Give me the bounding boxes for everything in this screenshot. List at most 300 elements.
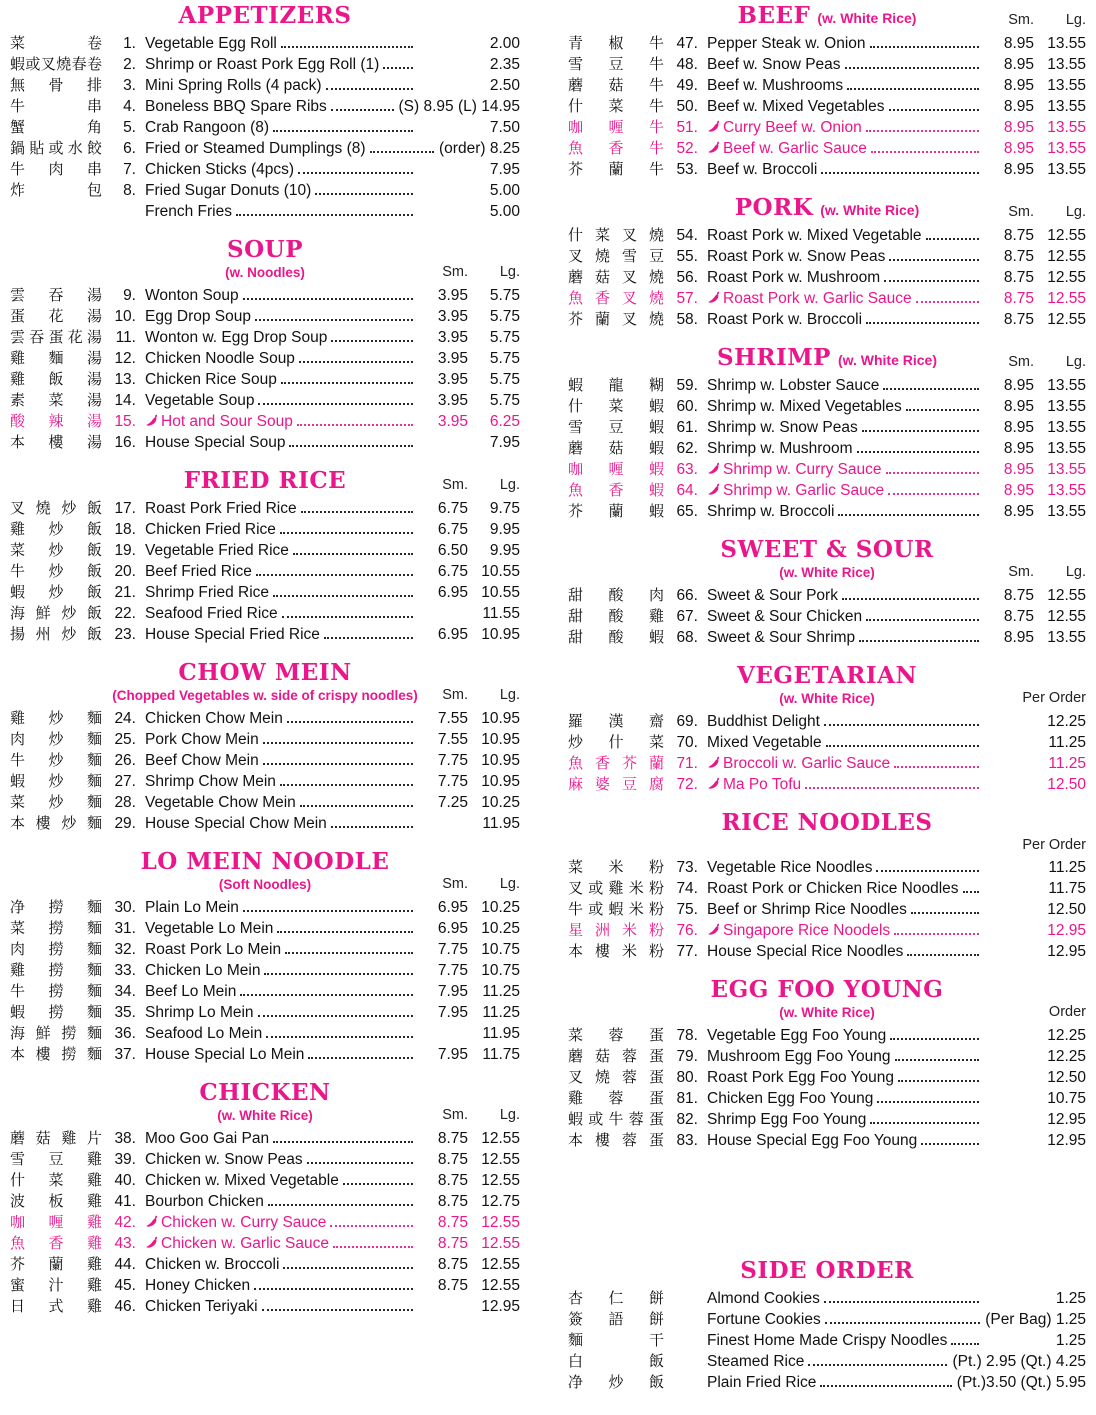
dotted-leader	[333, 1246, 413, 1248]
item-name	[698, 1088, 873, 1109]
item-name	[136, 1128, 269, 1149]
item-price-small: 3.95	[437, 371, 468, 388]
chinese-name: 雲吞蛋花湯	[10, 329, 102, 346]
item-name-text: Chicken w. Curry Sauce	[161, 1214, 327, 1231]
item-name-text: Beef Fried Rice	[145, 563, 252, 580]
item-price-large: 10.95	[481, 626, 520, 643]
price-column-headers	[416, 687, 520, 703]
chinese-name: 牛 炒 麵	[10, 752, 102, 769]
item-price-large: 12.55	[1047, 290, 1086, 307]
menu-item	[10, 939, 520, 960]
chinese-name: 本 樓 撈 麵	[10, 1046, 102, 1063]
item-name	[698, 711, 820, 732]
item-price-small: 8.95	[1003, 35, 1034, 52]
item-name-text: Beef w. Mixed Vegetables	[707, 98, 885, 115]
section-rice-noodles	[568, 809, 1086, 962]
item-price-large: 9.75	[489, 500, 520, 517]
chinese-name: 什 菜 雞	[10, 1172, 102, 1189]
chinese-name: 本 樓 湯	[10, 434, 102, 451]
menu-item	[10, 1170, 520, 1191]
item-name-text: Chicken w. Snow Peas	[145, 1151, 303, 1168]
item-number: 62.	[676, 440, 698, 457]
price-column-headers	[1049, 1004, 1086, 1020]
item-price-large: 2.00	[489, 35, 520, 52]
item-number: 22.	[114, 605, 136, 622]
chinese-name: 净 撈 麵	[10, 899, 102, 916]
section-price-header-row	[568, 837, 1086, 854]
chinese-name: 杏 仁 餅	[568, 1290, 664, 1307]
price-column-headers	[982, 564, 1086, 580]
dotted-leader	[805, 787, 979, 789]
chinese-name: 酸 辣 湯	[10, 413, 102, 430]
dotted-leader	[264, 973, 413, 975]
item-name	[136, 561, 252, 582]
item-price-large: 13.55	[1047, 56, 1086, 73]
spicy-pepper-icon	[707, 120, 720, 133]
item-name-text: Roast Pork or Chicken Rice Noodles	[707, 880, 959, 897]
item-number: 54.	[676, 227, 698, 244]
menu-item	[568, 375, 1086, 396]
dotted-leader	[254, 1288, 413, 1290]
col-label-2: Lg.	[1065, 354, 1086, 370]
item-price-small: 8.95	[1003, 503, 1034, 520]
item-name-text: Chicken w. Mixed Vegetable	[145, 1172, 339, 1189]
chinese-name: 蝦 炒 飯	[10, 584, 102, 601]
dotted-leader	[866, 322, 979, 324]
item-number: 61.	[676, 419, 698, 436]
item-price-small: 8.75	[1003, 311, 1034, 328]
section-title: SWEET & SOUR	[720, 536, 934, 563]
item-number: 45.	[114, 1277, 136, 1294]
dotted-leader	[876, 870, 979, 872]
item-name	[136, 1296, 258, 1317]
item-price-large: 12.75	[481, 1193, 520, 1210]
item-name-text: Beef w. Snow Peas	[707, 56, 841, 73]
item-number: 30.	[114, 899, 136, 916]
section-subtitle-row	[10, 687, 520, 705]
chinese-name: 魚 香 雞	[10, 1235, 102, 1252]
item-price-small: 8.75	[1003, 269, 1034, 286]
item-price-large: 13.55	[1047, 440, 1086, 457]
item-price-large: 11.25	[1048, 859, 1086, 876]
item-number: 52.	[676, 140, 698, 157]
menu-item	[10, 1023, 520, 1044]
section-title-row	[10, 2, 520, 30]
dotted-leader	[859, 640, 979, 642]
chinese-name: 咖 喱 雞	[10, 1214, 102, 1231]
chinese-name: 蝦或叉燒春卷	[10, 56, 102, 73]
item-name-text: Beef w. Broccoli	[707, 161, 818, 178]
menu-item	[10, 285, 520, 306]
dotted-leader	[263, 742, 413, 744]
section-title: PORK	[734, 194, 814, 221]
item-number: 80.	[676, 1069, 698, 1086]
section-subtitle-row	[10, 876, 520, 894]
item-name	[136, 960, 260, 981]
item-price-small: 7.55	[437, 710, 468, 727]
item-number: 6.	[123, 140, 136, 157]
item-number: 12.	[114, 350, 136, 367]
item-name	[136, 306, 251, 327]
dotted-leader	[343, 1183, 413, 1185]
item-name	[698, 585, 838, 606]
menu-item	[568, 417, 1086, 438]
item-number: 20.	[114, 563, 136, 580]
dotted-leader	[894, 766, 979, 768]
section-header	[10, 236, 520, 282]
menu-item	[10, 603, 520, 624]
section-pork	[568, 194, 1086, 330]
item-name-text: Chicken Sticks (4pcs)	[145, 161, 295, 178]
item-number: 79.	[676, 1048, 698, 1065]
item-number: 82.	[676, 1111, 698, 1128]
item-name-text: Seafood Lo Mein	[145, 1025, 263, 1042]
chinese-name: 素 菜 湯	[10, 392, 102, 409]
chinese-name: 海 鮮 炒 飯	[10, 605, 102, 622]
chinese-name: 鍋貼或水餃	[10, 140, 102, 157]
menu-item	[10, 519, 520, 540]
chinese-name: 魚 香 牛	[568, 140, 664, 157]
item-price-large: 12.25	[1047, 1048, 1086, 1065]
item-price-small: 7.25	[437, 794, 468, 811]
section-title-row	[568, 536, 1086, 564]
item-name	[136, 792, 296, 813]
item-name-text: Shrimp w. Garlic Sauce	[723, 482, 885, 499]
dotted-leader	[331, 340, 413, 342]
item-name	[136, 180, 311, 201]
col-label-2: Lg.	[499, 1107, 520, 1123]
item-price-large: 9.95	[489, 542, 520, 559]
menu-item	[10, 561, 520, 582]
item-name-text: Vegetable Soup	[145, 392, 255, 409]
chinese-name: 蟹 角	[10, 119, 102, 136]
chinese-name: 蝦 炒 麵	[10, 773, 102, 790]
item-number: 44.	[114, 1256, 136, 1273]
section-title-row	[10, 467, 520, 495]
item-number: 74.	[676, 880, 698, 897]
dotted-leader	[845, 67, 979, 69]
col-label-2: Lg.	[499, 876, 520, 892]
item-number: 2.	[123, 56, 136, 73]
section-sweet-sour	[568, 536, 1086, 648]
menu-item	[10, 1191, 520, 1212]
chinese-name: 牛 撈 麵	[10, 983, 102, 1000]
item-name	[136, 117, 269, 138]
section-fried-rice	[10, 467, 520, 645]
item-name-text: House Special Egg Foo Young	[707, 1132, 918, 1149]
item-price-combined: (S) 8.95 (L) 14.95	[398, 98, 520, 115]
col-label-2: Lg.	[499, 264, 520, 280]
chinese-name: 芥 蘭 雞	[10, 1256, 102, 1273]
item-price-small: 7.75	[437, 962, 468, 979]
dotted-leader	[916, 301, 979, 303]
item-number: 83.	[676, 1132, 698, 1149]
dotted-leader	[331, 109, 394, 111]
item-price-large: 12.55	[481, 1235, 520, 1252]
item-price-large: 1.25	[1055, 1290, 1086, 1307]
price-column-headers	[416, 1107, 520, 1123]
dotted-leader	[906, 409, 979, 411]
item-name	[136, 348, 295, 369]
dotted-leader	[330, 1225, 413, 1227]
section-title: LO MEIN NOODLE	[140, 848, 390, 875]
item-name-text: Roast Pork w. Snow Peas	[707, 248, 886, 265]
item-number: 72.	[676, 776, 698, 793]
item-name	[136, 1275, 250, 1296]
item-name	[698, 1309, 821, 1330]
item-name	[698, 96, 885, 117]
item-name-text: Fortune Cookies	[707, 1311, 821, 1328]
item-price-large: 11.75	[1048, 880, 1086, 897]
section-subtitle: (w. White Rice)	[779, 565, 875, 580]
price-column-headers	[416, 477, 520, 493]
item-price-large: 5.00	[489, 182, 520, 199]
section-title: EGG FOO YOUNG	[710, 976, 944, 1003]
dotted-leader	[280, 784, 413, 786]
item-price-large: 12.55	[481, 1130, 520, 1147]
item-price-large: 12.55	[481, 1256, 520, 1273]
item-price-small: 8.95	[1003, 98, 1034, 115]
dotted-leader	[324, 637, 413, 639]
item-name-text: Mushroom Egg Foo Young	[707, 1048, 891, 1065]
item-price-small: 6.50	[437, 542, 468, 559]
item-name	[698, 438, 853, 459]
item-name	[698, 1130, 917, 1151]
menu-item	[568, 54, 1086, 75]
menu-item	[568, 1109, 1086, 1130]
menu-item	[568, 941, 1086, 962]
item-price-small: 7.95	[437, 1046, 468, 1063]
item-name	[136, 582, 269, 603]
dotted-leader	[842, 598, 979, 600]
menu-item	[568, 246, 1086, 267]
item-number: 26.	[114, 752, 136, 769]
chinese-name: 雞 麵 湯	[10, 350, 102, 367]
chinese-name: 菜 卷	[10, 35, 102, 52]
item-name-text: Buddhist Delight	[707, 713, 820, 730]
item-name-text: Chicken Chow Mein	[145, 710, 283, 727]
menu-item	[10, 708, 520, 729]
item-name	[698, 1067, 894, 1088]
item-number: 16.	[114, 434, 136, 451]
item-number: 10.	[114, 308, 136, 325]
menu-item	[10, 369, 520, 390]
item-price-small: 8.75	[1003, 290, 1034, 307]
menu-item	[568, 920, 1086, 941]
item-price-small: 7.55	[437, 731, 468, 748]
item-name-text: Shrimp Lo Mein	[145, 1004, 254, 1021]
menu-item	[10, 624, 520, 645]
dotted-leader	[268, 1204, 413, 1206]
section-header	[568, 194, 1086, 222]
dotted-leader	[824, 724, 979, 726]
menu-item	[10, 390, 520, 411]
item-name-text: Sweet & Sour Shrimp	[707, 629, 856, 646]
dotted-leader	[243, 910, 413, 912]
item-price-large: 5.75	[489, 350, 520, 367]
item-name-text: French Fries	[145, 203, 232, 220]
menu-item	[10, 201, 520, 222]
section-subtitle-row	[568, 690, 1086, 708]
dotted-leader	[926, 238, 979, 240]
col-label-1: Sm.	[442, 1107, 468, 1123]
item-name-text: Chicken Teriyaki	[145, 1298, 258, 1315]
item-name-text: Bourbon Chicken	[145, 1193, 264, 1210]
chinese-name: 蘑 菇 蝦	[568, 440, 664, 457]
item-price-large: 13.55	[1047, 629, 1086, 646]
item-name	[136, 1002, 254, 1023]
menu-item	[568, 857, 1086, 878]
item-number: 56.	[676, 269, 698, 286]
dotted-leader	[263, 763, 413, 765]
item-name	[698, 75, 843, 96]
item-name	[136, 159, 294, 180]
item-name-text: Roast Pork w. Broccoli	[707, 311, 863, 328]
item-price-combined: (Pt.)3.50 (Qt.) 5.95	[956, 1374, 1086, 1391]
item-price-large: 5.75	[489, 371, 520, 388]
menu-item	[10, 981, 520, 1002]
item-number: 19.	[114, 542, 136, 559]
item-name	[136, 327, 327, 348]
item-name-text: Shrimp or Roast Pork Egg Roll (1)	[145, 56, 380, 73]
menu-item	[568, 396, 1086, 417]
item-price-large: 12.95	[481, 1298, 520, 1315]
item-name	[698, 267, 880, 288]
chinese-name: 炒 什 菜	[568, 734, 664, 751]
dotted-leader	[301, 511, 413, 513]
item-name	[136, 498, 297, 519]
section-title-row	[568, 1257, 1086, 1285]
section-title-row	[10, 236, 520, 264]
item-number: 71.	[676, 755, 698, 772]
chinese-name: 本 樓 米 粉	[568, 943, 664, 960]
chinese-name: 什 菜 叉 燒	[568, 227, 664, 244]
section-subtitle-row	[10, 1107, 520, 1125]
item-name	[698, 753, 890, 774]
item-number: 18.	[114, 521, 136, 538]
item-name-text: Almond Cookies	[707, 1290, 820, 1307]
item-name	[698, 627, 855, 648]
item-price-small: 8.75	[1003, 587, 1034, 604]
item-name	[136, 369, 277, 390]
dotted-leader	[293, 553, 413, 555]
menu-item	[568, 96, 1086, 117]
item-name-text: Beef Chow Mein	[145, 752, 259, 769]
chinese-name: 芥 蘭 牛	[568, 161, 664, 178]
item-name	[136, 54, 379, 75]
item-name	[698, 1288, 820, 1309]
chinese-name: 菜 蓉 蛋	[568, 1027, 664, 1044]
spicy-pepper-icon	[707, 756, 720, 769]
item-name	[698, 33, 866, 54]
item-price-large: 10.95	[481, 773, 520, 790]
section-shrimp	[568, 344, 1086, 522]
dotted-leader	[894, 933, 979, 935]
menu-item	[10, 96, 520, 117]
section-subtitle-row	[568, 564, 1086, 582]
item-number: 5.	[123, 119, 136, 136]
item-name-text: Chicken Egg Foo Young	[707, 1090, 874, 1107]
chinese-name: 雞 撈 麵	[10, 962, 102, 979]
item-name-text: Chicken Noodle Soup	[145, 350, 295, 367]
item-name-text: Curry Beef w. Onion	[723, 119, 862, 136]
col-label-1: Sm.	[442, 687, 468, 703]
item-price-large: 10.25	[481, 920, 520, 937]
chinese-name: 甜 酸 蝦	[568, 629, 664, 646]
dotted-leader	[838, 514, 979, 516]
item-number: 46.	[114, 1298, 136, 1315]
menu-item	[568, 711, 1086, 732]
menu-item	[568, 1067, 1086, 1088]
item-price-large: 7.50	[489, 119, 520, 136]
item-price-small: 6.95	[437, 899, 468, 916]
item-name	[136, 813, 327, 834]
section-header	[568, 2, 1086, 30]
item-number: 64.	[676, 482, 698, 499]
item-price-large: 12.95	[1047, 922, 1086, 939]
chinese-name: 牛 炒 飯	[10, 563, 102, 580]
dotted-leader	[277, 931, 413, 933]
col-label-1: Sm.	[1008, 204, 1034, 220]
menu-item	[568, 753, 1086, 774]
item-name-text: Shrimp w. Curry Sauce	[723, 461, 882, 478]
menu-item	[568, 309, 1086, 330]
item-number: 55.	[676, 248, 698, 265]
dotted-leader	[871, 151, 979, 153]
section-title: APPETIZERS	[178, 2, 352, 29]
section-title-row	[568, 344, 1086, 372]
section-header	[10, 467, 520, 495]
item-price-large: 13.55	[1047, 98, 1086, 115]
menu-item	[568, 1351, 1086, 1372]
col-label-1: Per Order	[1022, 690, 1086, 706]
item-name-text: Ma Po Tofu	[723, 776, 802, 793]
item-price-small: 8.75	[1003, 608, 1034, 625]
item-name-text: Sweet & Sour Pork	[707, 587, 838, 604]
dotted-leader	[857, 451, 979, 453]
item-price-large: 10.95	[481, 710, 520, 727]
section-subtitle: (w. White Rice)	[779, 1005, 875, 1020]
dotted-leader	[370, 151, 434, 153]
dotted-leader	[280, 532, 413, 534]
menu-item	[10, 75, 520, 96]
item-price-small: 8.75	[437, 1151, 468, 1168]
chinese-name: 菜 撈 麵	[10, 920, 102, 937]
dotted-leader	[870, 46, 979, 48]
menu-item	[10, 1254, 520, 1275]
item-price-large: 12.55	[1047, 587, 1086, 604]
dotted-leader	[898, 1080, 979, 1082]
item-name-text: Chicken Lo Mein	[145, 962, 261, 979]
item-name-text: Vegetable Rice Noodles	[707, 859, 873, 876]
item-price-small: 8.75	[437, 1214, 468, 1231]
menu-item	[568, 1130, 1086, 1151]
menu-item	[10, 582, 520, 603]
item-price-small: 7.75	[437, 773, 468, 790]
menu-item	[10, 813, 520, 834]
section-subtitle: (Chopped Vegetables w. side of crispy noodles)	[112, 688, 418, 703]
section-egg-foo-young	[568, 976, 1086, 1151]
section-soup	[10, 236, 520, 453]
item-name-text: Wonton w. Egg Drop Soup	[145, 329, 328, 346]
menu-item	[568, 75, 1086, 96]
dotted-leader	[866, 619, 979, 621]
item-price-large: 10.75	[481, 962, 520, 979]
item-name	[698, 225, 922, 246]
item-number: 25.	[114, 731, 136, 748]
item-name-text: Shrimp Chow Mein	[145, 773, 276, 790]
section-vegetarian	[568, 662, 1086, 795]
